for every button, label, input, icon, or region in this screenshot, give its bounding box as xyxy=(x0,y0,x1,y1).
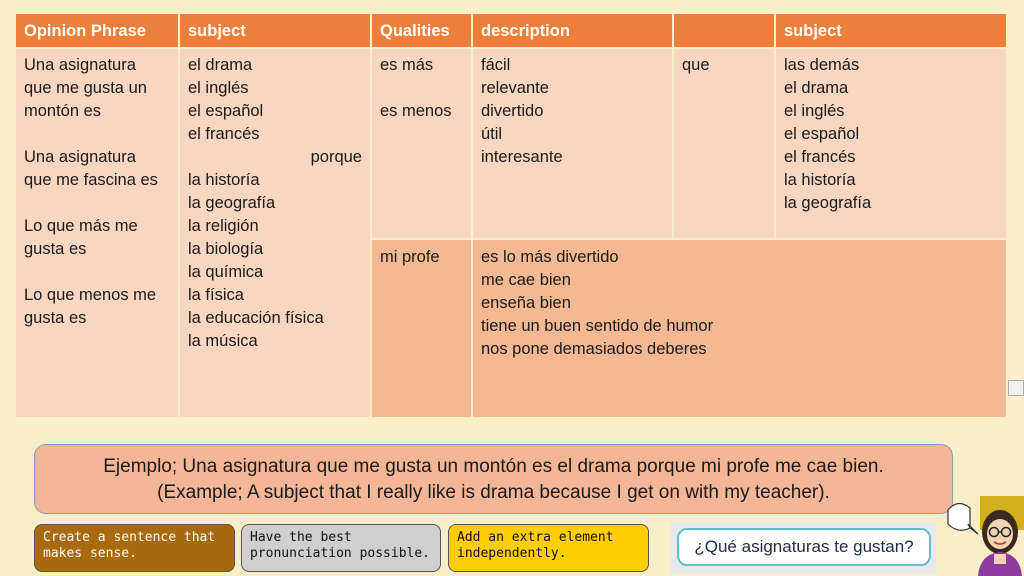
tag-line: pronunciation possible. xyxy=(250,546,431,561)
mi-profe-label: mi profe xyxy=(380,248,440,266)
description-item: relevante xyxy=(481,79,549,97)
teacher-character-icon xyxy=(940,494,1024,576)
subject-item: la geografía xyxy=(188,194,276,212)
profe-descriptions-cell xyxy=(473,240,1006,417)
subject-item: la biología xyxy=(188,240,264,258)
profe-description-item: nos pone demasiados deberes xyxy=(481,340,707,358)
mi-profe-cell xyxy=(372,240,471,417)
question-text: ¿Qué asignaturas te gustan? xyxy=(694,537,914,556)
subject-item: el inglés xyxy=(188,79,249,97)
que-cell xyxy=(674,49,774,238)
description-item: divertido xyxy=(481,102,544,120)
compare-subject-item: la historía xyxy=(784,171,856,189)
opinion-phrase-line: que me fascina es xyxy=(24,171,158,189)
profe-description-item: enseña bien xyxy=(481,294,571,312)
subject-item: la educación física xyxy=(188,309,324,327)
description-item: fácil xyxy=(481,56,511,74)
subject-item: la historía xyxy=(188,171,260,189)
description-item: interesante xyxy=(481,148,563,166)
tag-line: Add an extra element xyxy=(457,530,614,545)
example-english: (Example; A subject that I really like is drama because I get on with my teacher). xyxy=(157,482,830,503)
quality-item: es menos xyxy=(380,102,452,120)
side-checkbox-icon xyxy=(1008,380,1024,396)
compare-subject-item: el inglés xyxy=(784,102,845,120)
tag-line: Have the best xyxy=(250,530,352,545)
criteria-tag-silver xyxy=(241,524,441,572)
subject-item: el español xyxy=(188,102,264,120)
header-empty xyxy=(674,14,774,47)
subjects-cell xyxy=(180,49,370,417)
subject-item: el drama xyxy=(188,56,253,74)
opinion-phrase-line: gusta es xyxy=(24,240,87,258)
profe-description-item: me cae bien xyxy=(481,271,571,289)
opinion-phrase-line: que me gusta un xyxy=(24,79,147,97)
tag-line: Create a sentence that xyxy=(43,530,216,545)
compare-subjects-cell xyxy=(776,49,1006,238)
tag-line: makes sense. xyxy=(43,546,137,561)
subject-item: la física xyxy=(188,286,244,304)
criteria-tag-gold xyxy=(448,524,649,572)
descriptions-cell xyxy=(473,49,672,238)
qualities-cell xyxy=(372,49,471,238)
quality-item: es más xyxy=(380,56,434,74)
example-box xyxy=(34,444,953,514)
profe-description-item: es lo más divertido xyxy=(481,248,619,266)
que-label: que xyxy=(682,56,710,74)
example-spanish: Ejemplo; Una asignatura que me gusta un montón es el drama porque mi profe me cae bien. xyxy=(103,456,884,477)
opinion-phrase-line: Una asignatura xyxy=(24,148,136,166)
opinion-phrases-cell xyxy=(16,49,178,417)
compare-subject-item: las demás xyxy=(784,56,860,74)
header-subject: subject xyxy=(180,14,370,47)
grammar-table xyxy=(16,14,1006,417)
opinion-phrase-line: Lo que más me xyxy=(24,217,138,235)
description-item: útil xyxy=(481,125,503,143)
porque-label: porque xyxy=(310,148,362,166)
compare-subject-item: el francés xyxy=(784,148,856,166)
header-qualities: Qualities xyxy=(372,14,471,47)
criteria-tag-bronze xyxy=(34,524,235,572)
header-subject-2: subject xyxy=(776,14,1006,47)
subject-item: la música xyxy=(188,332,258,350)
header-opinion-phrase: Opinion Phrase xyxy=(16,14,178,47)
subject-item: el francés xyxy=(188,125,260,143)
opinion-phrase-line: Una asignatura xyxy=(24,56,136,74)
compare-subject-item: el drama xyxy=(784,79,849,97)
tag-line: independently. xyxy=(457,546,567,561)
opinion-phrase-line: montón es xyxy=(24,102,102,120)
opinion-phrase-line: Lo que menos me xyxy=(24,286,157,304)
profe-description-item: tiene un buen sentido de humor xyxy=(481,317,714,335)
compare-subject-item: el español xyxy=(784,125,860,143)
subject-item: la química xyxy=(188,263,264,281)
compare-subject-item: la geografía xyxy=(784,194,872,212)
question-bubble xyxy=(677,528,931,566)
subject-item: la religión xyxy=(188,217,259,235)
opinion-phrase-line: gusta es xyxy=(24,309,87,327)
header-description: description xyxy=(473,14,672,47)
